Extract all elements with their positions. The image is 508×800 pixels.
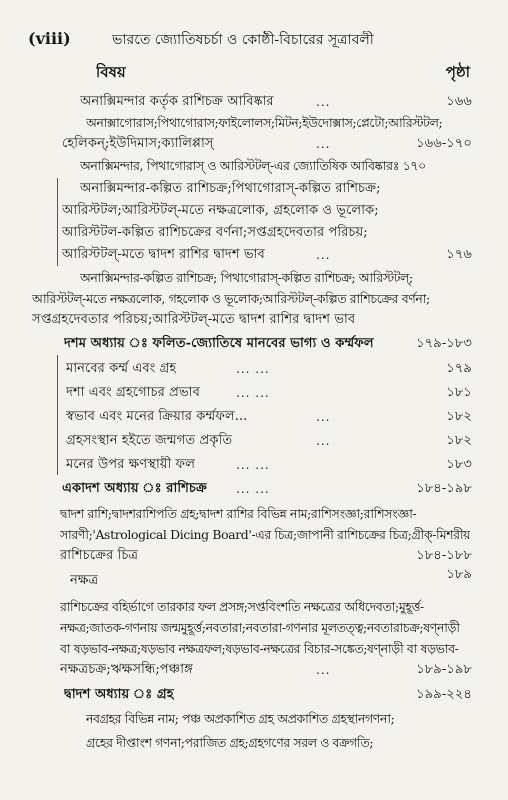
toc-entry: অনাক্সিমন্দার, পিথাগোরাস্‌ ও আরিস্টটল্‌-এর জ্যোতিষিক আবিষ্কারঃ ১৭০	[80, 158, 426, 173]
toc-page-ref: ১৮৩	[446, 457, 472, 472]
leader-dots: ... ...	[236, 362, 270, 376]
toc-entry: হেলিকন্‌;ইউদিমাস;ক্যালিপ্পাস্‌	[62, 136, 214, 151]
subject-column-heading: বিষয়	[96, 63, 126, 81]
toc-entry: গ্রহের দীপ্তাংশ গণনা;পরাজিত গ্রহ;গ্রহগণের সরল ও বক্রগতি;	[86, 735, 374, 750]
toc-entry: মনের উপর ক্ষণস্থায়ী ফল	[66, 457, 196, 472]
page-column-heading: পৃষ্ঠা	[445, 63, 470, 81]
chapter-heading: দ্বাদশ অধ্যায় ঃ গ্রহ	[64, 687, 174, 702]
chapter-heading: দশম অধ্যায় ঃ ফলিত-জ্যোতিষে মানবের ভাগ্য ও কর্ম্মফল	[64, 336, 374, 351]
running-header: ভারতে জ্যোতিষচর্চা ও কোষ্ঠী-বিচারের সূত্রাবলী	[112, 32, 374, 48]
toc-entry: বা ষড়ভাব-নক্ষত্র;ষড়ভাব নক্ষত্রফল;ষড়ভাব-নক্ষত্রের বিচার-সঙ্কেত;ষণ্নাড়ী বা ষড়ভাব-	[60, 641, 459, 656]
toc-page-ref: ১৭৯	[446, 361, 472, 376]
toc-page-ref: ১৮২	[446, 409, 472, 424]
toc-entry: আরিস্টটল্‌-মতে দ্বাদশ রাশির দ্বাদশ ভাব	[62, 247, 265, 262]
toc-page-ref: ১৬৬-১৭০	[416, 136, 472, 151]
toc-entry: অনাক্সিমন্দার কর্তৃক রাশিচক্র আবিষ্কার	[80, 94, 274, 109]
toc-page-ref: ১৮২	[446, 433, 472, 448]
leader-dots: ...	[316, 248, 331, 262]
toc-page-ref: ১৮৯-১৯৮	[416, 662, 472, 677]
toc-page-ref: ১৯৯-২২৪	[416, 687, 472, 702]
toc-page-ref: ১৬৬	[446, 94, 472, 109]
margin-rule	[57, 178, 58, 266]
toc-page-ref: ১৮৪-১৯৮	[416, 481, 472, 496]
toc-entry: সারণী;'Astrological Dicing Board'-এর চিত্র;জাপানী রাশিচক্রের চিত্র;গ্রীক্‌-মিশরীয়	[60, 527, 471, 542]
toc-entry: অনাক্সিমন্দার-কল্পিত রাশিচক্র;পিথাগোরাস্‌-কল্পিত রাশিচক্র;	[80, 181, 381, 196]
toc-entry: মানবের কর্ম্ম এবং গ্রহ	[66, 361, 177, 376]
toc-page-ref: ১৭৬	[446, 247, 472, 262]
leader-dots: ...	[316, 663, 331, 677]
leader-dots: ... ...	[236, 386, 270, 400]
toc-entry: আরিস্টটল;আরিস্টটল্‌-মতে নক্ষত্রলোক, গ্রহলোক ও ভূলোক;	[62, 203, 379, 218]
page-number: (viii)	[28, 30, 71, 48]
margin-rule	[57, 355, 58, 475]
toc-entry: আরিস্টটল-কল্পিত রাশিচক্রের বর্ণনা;সপ্তগ্রহদেবতার পরিচয়;	[62, 225, 368, 240]
toc-entry: স্বভাব এবং মনের ক্রিয়ার কর্ম্মফল...	[66, 409, 248, 424]
toc-entry: দ্বাদশ রাশি;দ্বাদশরাশিপতি গ্রহ;দ্বাদশ রাশির বিভিন্ন নাম;রাশিসংজ্ঞা;রাশিসংজ্ঞা-	[60, 506, 417, 521]
toc-entry: আরিস্টটল্‌-মতে নক্ষত্রলোক, গহলোক ও ভূলোক;আরিস্টটল্‌-কল্পিত রাশিচক্রের বর্ণনা;	[32, 291, 430, 306]
leader-dots: ...	[316, 95, 331, 109]
toc-page-ref: ১৮৪-১৮৮	[416, 548, 472, 563]
leader-dots: ...	[316, 410, 331, 424]
toc-entry: অনাক্সাগোরাস;পিথাগোরাস;ফাইলোলস;মিটন;ইউদোক্সাস;প্লেটো;আরিস্টটল;	[86, 115, 443, 130]
toc-page-ref: ১৮৯	[446, 567, 472, 582]
toc-entry: রাশিচক্রের বহির্ভাগে তারকার ফল প্রসঙ্গ;সপ্তবিংশতি নক্ষত্রের অধিদেবতা;মুহূর্ত্ত-	[60, 599, 424, 614]
toc-entry: অনাক্সিমন্দার-কল্পিত রাশিচক্র; পিথাগোরাস্‌-কল্পিত রাশিচক্র; আরিস্টটল্‌;	[80, 270, 413, 285]
leader-dots: ... ...	[236, 482, 270, 496]
toc-entry: নক্ষত্র;জাতক-গণনায় জন্মমুহূর্ত্ত;নবতারা;নবতারা-গণনার মূলতত্ত্ব;নবতারাচক্র;ষণ্নাড়ী	[60, 620, 460, 635]
leader-dots: ...	[316, 137, 331, 151]
chapter-heading: একাদশ অধ্যায় ঃ রাশিচক্র	[62, 481, 208, 496]
toc-entry: গ্রহসংস্থান হইতে জন্মগত প্রকৃতি	[66, 433, 233, 448]
toc-entry: দশা এবং গ্রহগোচর প্রভাব	[66, 385, 200, 400]
toc-entry: নবগ্রহর বিভিন্ন নাম; পঞ্চ অপ্রকাশিত গ্রহ অপ্রকাশিত গ্রহস্থানগণনা;	[86, 711, 395, 726]
toc-page-ref: ১৭৯-১৮৩	[416, 336, 472, 351]
toc-entry: নক্ষত্র	[70, 573, 99, 588]
leader-dots: ... ...	[236, 458, 270, 472]
toc-page-ref: ১৮১	[446, 385, 472, 400]
toc-entry: সপ্তগ্রহদেবতার পরিচয়;আরিস্টটল্‌-মতে দ্বাদশ রাশির দ্বাদশ ভাব	[32, 312, 356, 327]
leader-dots: ...	[316, 434, 331, 448]
toc-entry: রাশিচক্রের চিত্র	[60, 548, 139, 563]
toc-entry: নক্ষত্রচক্র;ঋক্ষসন্ধি;পঞ্চাঙ্গ	[60, 662, 193, 677]
